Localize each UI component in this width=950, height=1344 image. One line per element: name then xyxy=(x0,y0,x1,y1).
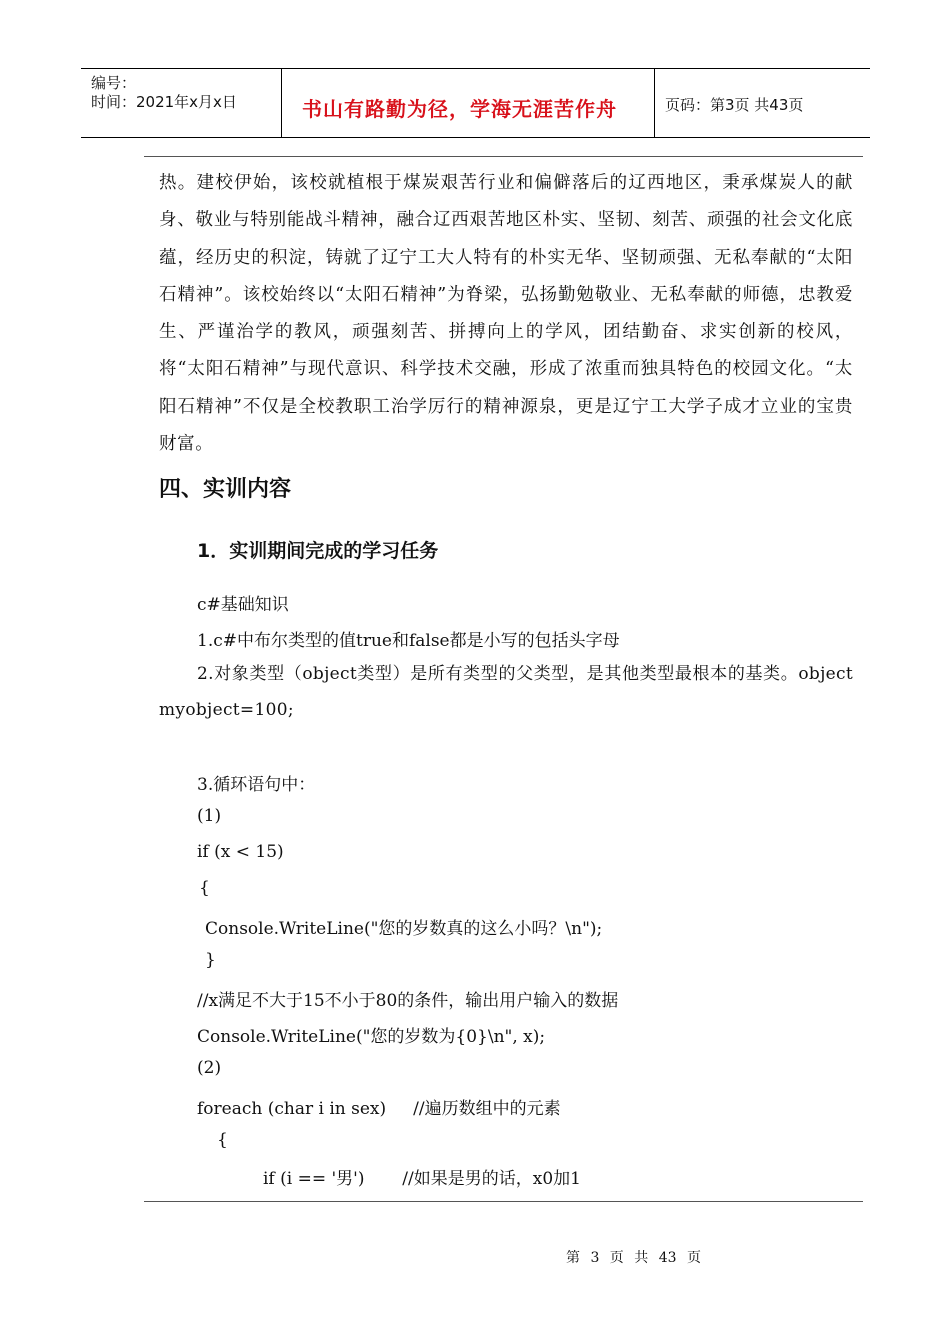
code-line: Console.WriteLine("您的岁数真的这么小吗？\n"); xyxy=(205,919,603,939)
content-line: 3.循环语句中： xyxy=(197,775,316,795)
document-time-label: 时间：2021年x月x日 xyxy=(91,93,237,111)
code-line: { xyxy=(199,878,210,898)
code-comment-line: //x满足不大于15不小于80的条件，输出用户输入的数据 xyxy=(197,991,619,1011)
code-line: if (x < 15) xyxy=(197,842,284,862)
code-line: } xyxy=(205,950,216,970)
document-number-label: 编号： xyxy=(91,74,137,92)
header-center-cell xyxy=(282,69,655,137)
section-heading: 四、实训内容 xyxy=(159,477,292,502)
code-line: (2) xyxy=(197,1058,222,1078)
top-divider xyxy=(144,156,863,157)
document-header xyxy=(81,68,870,138)
content-line: c#基础知识 xyxy=(197,595,289,615)
header-left-cell xyxy=(81,69,282,137)
header-motto: 书山有路勤为径，学海无涯苦作舟 xyxy=(302,97,617,121)
intro-paragraph: 热。建校伊始，该校就植根于煤炭艰苦行业和偏僻落后的辽西地区，秉承煤炭人的献身、敬业与特别能战斗精神，融合辽西艰苦地区朴实、坚韧、刻苦、顽强的社会文化底蕴，经历史的积淀，铸就了辽宁工大人特有的朴实无华、坚韧顽强、无私奉献的“太阳石精神”。该校始终以“太阳石精神”为脊梁，弘扬勤勉敬业、无私奉献的师德，忠教爱生、严谨治学的教风，顽强刻苦、拼搏向上的学风，团结勤奋、求实创新的校风，将“太阳石精神”与现代意识、科学技术交融，形成了浓重而独具特色的校园文化。“太阳石精神”不仅是全校教职工治学厉行的精神源泉，更是辽宁工大学子成才立业的宝贵财富。 xyxy=(159,173,853,455)
page-footer: 第 3 页 共 43 页 xyxy=(566,1250,701,1266)
code-line: Console.WriteLine("您的岁数为{0}\n", x); xyxy=(197,1027,546,1047)
code-line: { xyxy=(217,1130,228,1150)
content-line: 2.对象类型（object类型）是所有类型的父类型，是其他类型最根本的基类。object myobject=100; xyxy=(159,664,853,720)
bottom-divider xyxy=(144,1201,863,1202)
code-line: if (i == '男') //如果是男的话，x0加1 xyxy=(263,1169,581,1189)
header-page-info: 页码：第3页 共43页 xyxy=(665,96,804,114)
subsection-heading: 1．实训期间完成的学习任务 xyxy=(197,540,439,562)
content-line: 1.c#中布尔类型的值true和false都是小写的包括头字母 xyxy=(197,631,620,651)
code-line: foreach (char i in sex) //遍历数组中的元素 xyxy=(197,1099,561,1119)
header-right-cell xyxy=(655,69,870,137)
code-line: (1) xyxy=(197,806,222,826)
